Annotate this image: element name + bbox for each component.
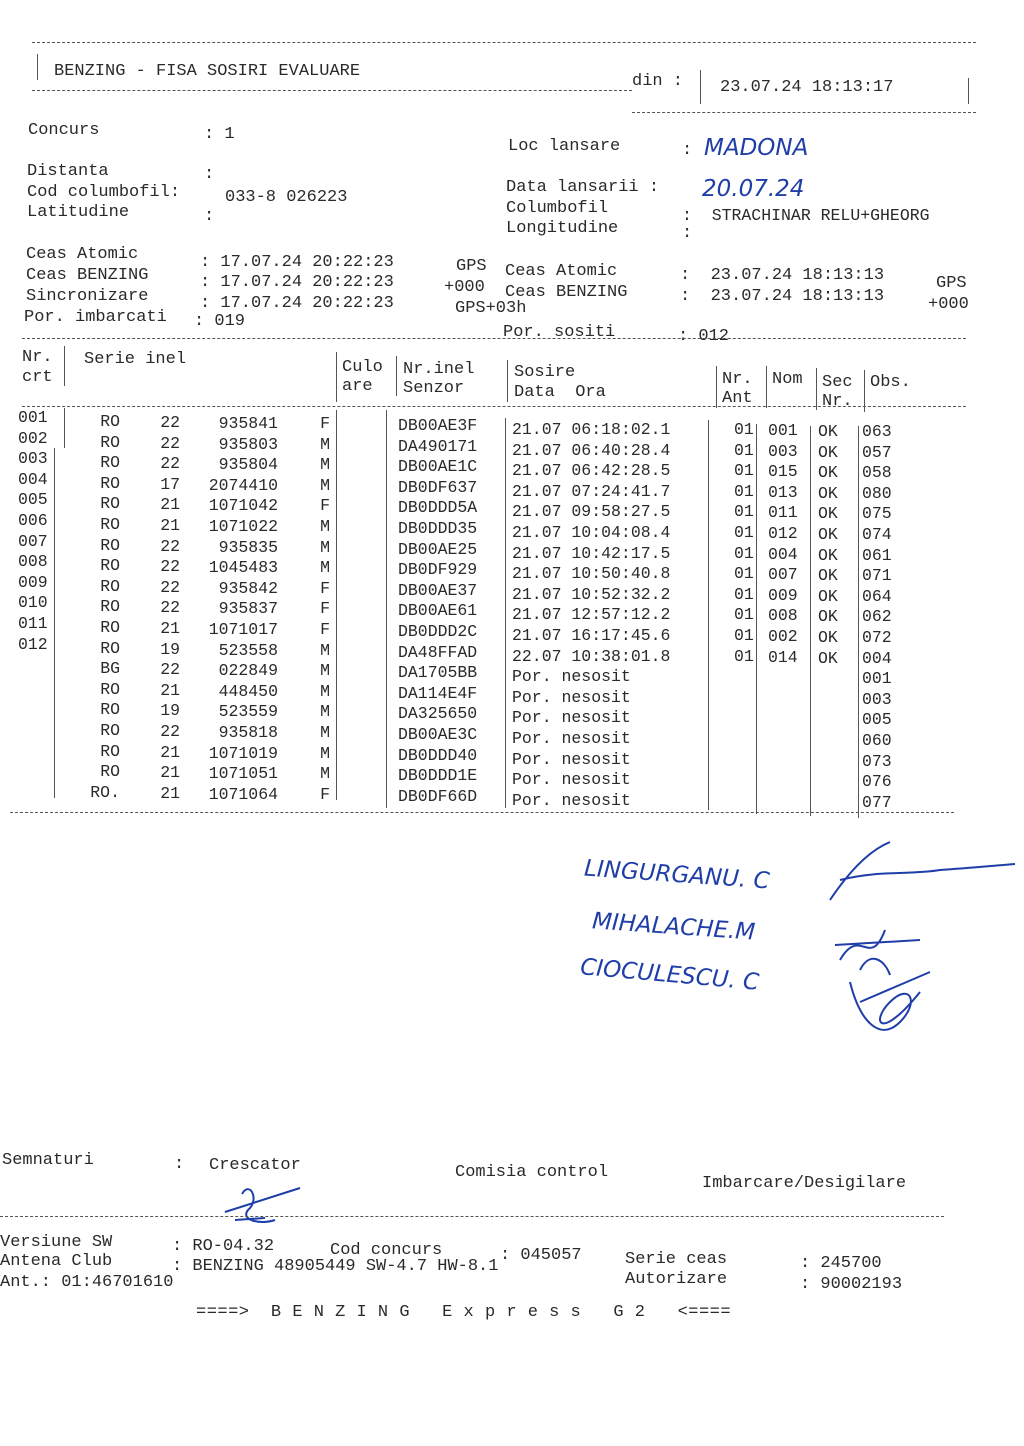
cod-concurs-value: : 045057 bbox=[500, 1246, 582, 1265]
semnaturi-label: Semnaturi bbox=[2, 1151, 94, 1170]
concurs-value: : 1 bbox=[204, 125, 235, 144]
cell-senzor: DB0DF637 bbox=[398, 477, 478, 497]
cell-inel: 022849 bbox=[218, 661, 278, 681]
cell-tara: RO bbox=[100, 412, 120, 431]
cell-tara: RO bbox=[100, 494, 120, 514]
th-sosire: Sosire Data Ora bbox=[514, 363, 606, 402]
cell-nr: 001 bbox=[18, 408, 48, 427]
ceas-benzing-right-suffix: +000 bbox=[928, 295, 969, 314]
cell-an: 22 bbox=[160, 536, 180, 556]
cell-an: 22 bbox=[160, 577, 180, 597]
col-bar-ant bbox=[716, 366, 717, 408]
cell-tara: RO bbox=[100, 721, 120, 740]
header-bottom-rule bbox=[632, 112, 976, 113]
cell-nom: 014 bbox=[768, 647, 798, 667]
cell-inel: 523559 bbox=[218, 702, 278, 722]
cell-tara: RO bbox=[100, 638, 120, 658]
cell-sosire: 21.07 12:57:12.2 bbox=[512, 605, 671, 625]
cell-senzor: DB0DDD35 bbox=[398, 519, 478, 538]
cell-sec: OK bbox=[818, 504, 838, 524]
cod-concurs-label: Cod concurs bbox=[330, 1241, 443, 1260]
cell-inel: 935837 bbox=[218, 599, 278, 619]
page-title: BENZING - FISA SOSIRI EVALUARE bbox=[54, 62, 361, 81]
columbofil-label: Columbofil bbox=[506, 199, 609, 218]
cell-inel: 1071022 bbox=[208, 517, 278, 536]
cell-sosire: Por. nesosit bbox=[512, 687, 631, 707]
cell-inel: 935804 bbox=[218, 455, 278, 475]
cell-tara: RO bbox=[100, 597, 120, 617]
cell-sex: M bbox=[320, 723, 330, 742]
latitudine-sep: : bbox=[204, 207, 215, 226]
cell-tara: RO bbox=[100, 432, 120, 452]
cell-senzor: DB00AE25 bbox=[398, 539, 478, 559]
cell-sex: M bbox=[320, 558, 330, 578]
cell-sec: OK bbox=[818, 545, 838, 565]
cell-sex: M bbox=[320, 537, 330, 557]
col-bar-senzor bbox=[396, 356, 397, 396]
cell-obs: 005 bbox=[862, 710, 892, 730]
cell-an: 17 bbox=[160, 474, 180, 494]
ceas-atomic-label: Ceas Atomic bbox=[26, 245, 139, 264]
cell-an: 21 bbox=[160, 495, 180, 515]
cell-nr: 006 bbox=[18, 511, 48, 530]
ceas-benzing-right-label: Ceas BENZING bbox=[505, 283, 628, 302]
ceas-atomic-value: : 17.07.24 20:22:23 bbox=[200, 253, 394, 272]
versiune-sw-label: Versiune SW bbox=[0, 1233, 113, 1252]
autorizare-value: : 90002193 bbox=[800, 1275, 903, 1294]
cell-sec: OK bbox=[818, 607, 838, 627]
cell-nr: 004 bbox=[18, 469, 48, 489]
col-bar-sec bbox=[816, 368, 817, 410]
handwritten-name-3: CIOCULESCU. C bbox=[579, 954, 761, 996]
cell-obs: 077 bbox=[862, 792, 892, 812]
cell-tara: RO bbox=[100, 453, 120, 473]
cell-an: 21 bbox=[160, 763, 180, 783]
cell-sosire: 21.07 16:17:45.6 bbox=[512, 626, 671, 645]
cell-inel: 1071051 bbox=[208, 764, 278, 784]
th-nr-ant: Nr. Ant bbox=[722, 370, 753, 408]
cell-sex: F bbox=[320, 578, 330, 598]
col-bar-obs-body bbox=[858, 426, 859, 818]
cell-sec: OK bbox=[818, 463, 838, 483]
cell-tara: RO bbox=[100, 556, 120, 576]
ceas-benzing-suffix: +000 bbox=[444, 278, 485, 297]
col-bar-senzor-body bbox=[386, 410, 387, 808]
th-serie-inel: Serie inel bbox=[84, 350, 187, 369]
cell-obs: 001 bbox=[862, 669, 892, 689]
din-label: din : bbox=[632, 72, 684, 91]
cell-obs: 060 bbox=[862, 731, 892, 750]
cell-obs: 080 bbox=[862, 483, 892, 503]
th-sec-nr: Sec Nr. bbox=[822, 373, 853, 411]
crescator-signature bbox=[220, 1180, 320, 1230]
cell-nr: 003 bbox=[18, 449, 48, 469]
cell-an: 22 bbox=[160, 454, 180, 474]
cell-sex: M bbox=[320, 517, 330, 536]
por-imbarcati-label: Por. imbarcati bbox=[24, 308, 167, 327]
table-bottom-rule bbox=[10, 812, 954, 813]
cell-senzor: DB00AE3C bbox=[398, 725, 478, 744]
cell-obs: 075 bbox=[862, 504, 892, 524]
cell-senzor: DB00AE1C bbox=[398, 457, 478, 477]
cell-sosire: Por. nesosit bbox=[512, 708, 631, 728]
cell-obs: 061 bbox=[862, 545, 892, 565]
cell-nom: 001 bbox=[768, 421, 798, 440]
ceas-atomic-right-value: : 23.07.24 18:13:13 bbox=[680, 266, 885, 285]
cell-inel: 935803 bbox=[218, 434, 278, 454]
cell-an: 21 bbox=[160, 742, 180, 762]
cell-sosire: 21.07 10:42:17.5 bbox=[512, 543, 671, 563]
cell-tara: RO bbox=[100, 515, 120, 534]
por-imbarcati-value: : 019 bbox=[194, 312, 246, 331]
crescator-label: Crescator bbox=[209, 1156, 301, 1175]
latitudine-label: Latitudine bbox=[27, 203, 130, 222]
cod-columbofil-value: 033-8 026223 bbox=[225, 188, 348, 207]
cell-obs: 071 bbox=[862, 566, 892, 586]
cell-tara: RO bbox=[100, 618, 120, 637]
cell-senzor: DA48FFAD bbox=[398, 642, 478, 662]
cell-ant: 01 bbox=[734, 481, 754, 501]
data-lansarii-label: Data lansarii : bbox=[506, 178, 660, 197]
cell-sex: F bbox=[320, 496, 330, 516]
cell-tara: RO bbox=[100, 741, 120, 761]
cell-sec: OK bbox=[818, 566, 838, 586]
versiune-sw-value: : RO-04.32 bbox=[172, 1237, 275, 1256]
cell-nr: 007 bbox=[18, 531, 48, 551]
cell-sex: F bbox=[320, 784, 330, 804]
cell-sec: OK bbox=[818, 442, 838, 462]
ceas-benzing-right-value: : 23.07.24 18:13:13 bbox=[680, 287, 885, 306]
ant-line: Ant.: 01:46701610 bbox=[0, 1273, 174, 1292]
cell-senzor: DB0DDD40 bbox=[398, 745, 478, 765]
cell-nom: 003 bbox=[768, 441, 798, 461]
cell-sex: M bbox=[320, 702, 330, 722]
cell-sex: F bbox=[320, 620, 330, 639]
cell-an: 22 bbox=[160, 660, 180, 680]
concurs-label: Concurs bbox=[28, 121, 100, 140]
cell-ant: 01 bbox=[734, 543, 754, 563]
cod-columbofil-label: Cod columbofil: bbox=[27, 183, 181, 202]
cell-nom: 012 bbox=[768, 524, 798, 543]
cell-sosire: Por. nesosit bbox=[512, 749, 631, 769]
cell-an: 22 bbox=[160, 557, 180, 577]
cell-nom: 009 bbox=[768, 585, 798, 605]
cell-sex: F bbox=[320, 414, 330, 433]
comisia-control-label: Comisia control bbox=[455, 1163, 609, 1182]
cell-inel: 1071017 bbox=[208, 620, 278, 639]
cell-tara: RO bbox=[100, 576, 120, 596]
cell-sec: OK bbox=[818, 525, 838, 544]
benzing-express-line: ====> B E N Z I N G E x p r e s s G 2 <==== bbox=[196, 1303, 732, 1322]
cell-senzor: DB0DF66D bbox=[398, 786, 478, 806]
cell-sosire: 21.07 06:18:02.1 bbox=[512, 420, 671, 439]
cell-senzor: DB0DDD2C bbox=[398, 622, 478, 641]
cell-nom: 002 bbox=[768, 627, 798, 646]
cell-sex: M bbox=[320, 640, 330, 660]
imbarcare-desigilare-label: Imbarcare/Desigilare bbox=[702, 1174, 907, 1193]
cell-senzor: DB0DF929 bbox=[398, 560, 478, 580]
cell-obs: 076 bbox=[862, 772, 892, 792]
cell-obs: 003 bbox=[862, 689, 892, 709]
cell-nr: 011 bbox=[18, 614, 48, 633]
cell-nom: 007 bbox=[768, 565, 798, 585]
semnaturi-sep: : bbox=[174, 1155, 185, 1174]
cell-sec: OK bbox=[818, 648, 838, 668]
cell-sosire: 21.07 06:40:28.4 bbox=[512, 440, 671, 460]
ceas-atomic-right-label: Ceas Atomic bbox=[505, 262, 618, 281]
cell-obs: 062 bbox=[862, 607, 892, 627]
longitudine-label: Longitudine bbox=[506, 219, 619, 238]
header-right-bar bbox=[968, 78, 969, 104]
cell-ant: 01 bbox=[734, 440, 754, 460]
cell-nom: 015 bbox=[768, 462, 798, 482]
handwritten-name-2: MIHALACHE.M bbox=[591, 908, 756, 946]
cell-nr: 008 bbox=[18, 552, 48, 572]
cell-sex: M bbox=[320, 681, 330, 701]
cell-senzor: DB00AE37 bbox=[398, 580, 478, 600]
cell-senzor: DB00AE61 bbox=[398, 601, 478, 621]
cell-tara: BG bbox=[100, 659, 120, 679]
distanta-label: Distanta bbox=[27, 162, 109, 181]
cell-tara: RO bbox=[100, 535, 120, 555]
header-left-bar bbox=[37, 54, 38, 80]
col-bar-obs bbox=[864, 370, 865, 412]
col-bar-nr bbox=[64, 346, 65, 386]
cell-sosire: Por. nesosit bbox=[512, 667, 631, 687]
antena-club-label: Antena Club bbox=[0, 1252, 113, 1271]
loc-lansare-handwritten: MADONA bbox=[704, 135, 809, 161]
loc-lansare-label: Loc lansare bbox=[508, 137, 621, 156]
cell-ant: 01 bbox=[734, 584, 754, 604]
header-top-rule bbox=[32, 42, 976, 43]
cell-ant: 01 bbox=[734, 502, 754, 522]
cell-sosire: Por. nesosit bbox=[512, 790, 631, 810]
cell-ant: 01 bbox=[734, 564, 754, 584]
cell-obs: 072 bbox=[862, 628, 892, 647]
table-top-rule bbox=[22, 338, 966, 339]
cell-an: 21 bbox=[160, 680, 180, 700]
cell-sosire: Por. nesosit bbox=[512, 770, 631, 790]
cell-nr: 005 bbox=[18, 490, 48, 510]
por-sositi-label: Por. sositi bbox=[503, 323, 616, 342]
columbofil-value: : STRACHINAR RELU+GHEORG bbox=[682, 206, 930, 225]
cell-obs: 063 bbox=[862, 422, 892, 441]
cell-an: 22 bbox=[160, 722, 180, 741]
autorizare-label: Autorizare bbox=[625, 1270, 728, 1289]
cell-inel: 1071064 bbox=[208, 784, 278, 804]
cell-inel: 1071019 bbox=[208, 743, 278, 763]
cell-ant: 01 bbox=[734, 461, 754, 481]
cell-ant: 01 bbox=[734, 646, 754, 666]
sincronizare-suffix: GPS+03h bbox=[455, 299, 527, 318]
serie-ceas-label: Serie ceas bbox=[625, 1250, 728, 1269]
longitudine-sep: : bbox=[682, 224, 693, 243]
col-bar-nr-body bbox=[64, 408, 65, 448]
cell-an: 22 bbox=[160, 413, 180, 432]
cell-sec: OK bbox=[818, 422, 838, 441]
cell-sosire: 21.07 09:58:27.5 bbox=[512, 502, 671, 522]
cell-inel: 935841 bbox=[218, 414, 278, 433]
distanta-sep: : bbox=[204, 165, 215, 184]
cell-senzor: DA490171 bbox=[398, 436, 478, 456]
signature-scribble-3 bbox=[840, 962, 950, 1052]
cell-ant: 01 bbox=[734, 626, 754, 645]
cell-nr: 002 bbox=[18, 428, 48, 448]
cell-senzor: DB0DDD1E bbox=[398, 766, 478, 786]
th-nr-crt: Nr. crt bbox=[22, 348, 53, 387]
col-bar-nom bbox=[766, 366, 767, 408]
cell-sex: M bbox=[320, 455, 330, 475]
cell-sec: OK bbox=[818, 628, 838, 647]
col-bar-sosire bbox=[507, 360, 508, 402]
col-bar-sec-body bbox=[810, 426, 811, 816]
cell-sex: M bbox=[320, 661, 330, 681]
header-mid-rule bbox=[32, 90, 632, 91]
loc-lansare-sep: : bbox=[682, 141, 693, 160]
cell-sosire: 21.07 10:50:40.8 bbox=[512, 564, 671, 584]
cell-obs: 004 bbox=[862, 648, 892, 668]
cell-nom: 008 bbox=[768, 606, 798, 626]
cell-nr: 010 bbox=[18, 593, 48, 613]
sincronizare-label: Sincronizare bbox=[26, 287, 149, 306]
sincronizare-value: : 17.07.24 20:22:23 bbox=[200, 294, 394, 313]
cell-inel: 1045483 bbox=[208, 558, 278, 578]
cell-ant: 01 bbox=[734, 523, 754, 542]
cell-nr: 009 bbox=[18, 572, 48, 592]
cell-inel: 2074410 bbox=[208, 475, 278, 495]
cell-an: 22 bbox=[160, 433, 180, 453]
footer-rule bbox=[0, 1216, 944, 1217]
cell-obs: 057 bbox=[862, 442, 892, 462]
cell-nr: 012 bbox=[18, 634, 48, 654]
cell-nom: 004 bbox=[768, 544, 798, 564]
cell-an: 21 bbox=[160, 516, 180, 535]
cell-obs: 073 bbox=[862, 751, 892, 771]
cell-ant: 01 bbox=[734, 605, 754, 625]
col-bar-culoare bbox=[336, 352, 337, 402]
col-bar-culoare-body bbox=[336, 410, 337, 800]
th-culoare: Culo are bbox=[342, 358, 383, 396]
cell-tara: RO bbox=[100, 700, 120, 720]
cell-sosire: 21.07 07:24:41.7 bbox=[512, 481, 671, 501]
ceas-benzing-value: : 17.07.24 20:22:23 bbox=[200, 273, 394, 292]
cell-ant: 01 bbox=[734, 420, 754, 439]
cell-tara: RO bbox=[100, 762, 120, 782]
header-sep-bar bbox=[700, 70, 701, 104]
cell-nom: 013 bbox=[768, 482, 798, 502]
cell-sosire: Por. nesosit bbox=[512, 729, 631, 748]
cell-an: 19 bbox=[160, 639, 180, 659]
col-bar-sosire-body bbox=[505, 418, 506, 808]
cell-inel: 523558 bbox=[218, 640, 278, 660]
cell-nom: 011 bbox=[768, 503, 798, 523]
cell-tara: RO bbox=[100, 679, 120, 699]
cell-sex: M bbox=[320, 743, 330, 763]
cell-sex: M bbox=[320, 764, 330, 784]
cell-sosire: 21.07 06:42:28.5 bbox=[512, 461, 671, 481]
cell-inel: 448450 bbox=[218, 681, 278, 701]
cell-sex: M bbox=[320, 475, 330, 495]
ceas-benzing-label: Ceas BENZING bbox=[26, 266, 149, 285]
cell-an: 19 bbox=[160, 701, 180, 721]
cell-an: 22 bbox=[160, 598, 180, 618]
cell-senzor: DB0DDD5A bbox=[398, 498, 478, 518]
cell-sosire: 21.07 10:04:08.4 bbox=[512, 523, 671, 542]
cell-obs: 074 bbox=[862, 525, 892, 544]
handwritten-name-1: LINGURGANU. C bbox=[583, 855, 771, 895]
cell-sex: F bbox=[320, 599, 330, 619]
cell-senzor: DA1705BB bbox=[398, 663, 478, 683]
serie-ceas-value: : 245700 bbox=[800, 1254, 882, 1273]
cell-senzor: DA114E4F bbox=[398, 683, 478, 703]
cell-an: 21 bbox=[160, 783, 180, 803]
th-nr-inel-senzor: Nr.inel Senzor bbox=[403, 360, 475, 398]
ceas-atomic-right-suffix: GPS bbox=[936, 274, 967, 293]
th-obs: Obs. bbox=[870, 373, 911, 392]
cell-sec: OK bbox=[818, 483, 838, 503]
cell-obs: 058 bbox=[862, 463, 892, 483]
cell-inel: 935835 bbox=[218, 537, 278, 557]
cell-senzor: DA325650 bbox=[398, 704, 478, 724]
signature-scribble-1 bbox=[820, 830, 1020, 910]
cell-sosire: 21.07 10:52:32.2 bbox=[512, 584, 671, 604]
cell-senzor: DB00AE3F bbox=[398, 416, 478, 435]
cell-inel: 935818 bbox=[218, 723, 278, 742]
data-lansarii-handwritten: 20.07.24 bbox=[702, 176, 805, 202]
th-nom: Nom bbox=[772, 370, 803, 389]
cell-sosire: 22.07 10:38:01.8 bbox=[512, 646, 671, 666]
cell-inel: 935842 bbox=[218, 578, 278, 598]
por-sositi-value: : 012 bbox=[678, 327, 730, 346]
din-value: 23.07.24 18:13:17 bbox=[720, 78, 894, 97]
cell-sec: OK bbox=[818, 586, 838, 606]
antena-club-value: : BENZING 48905449 SW-4.7 HW-8.1 bbox=[172, 1257, 499, 1276]
cell-inel: 1071042 bbox=[208, 496, 278, 516]
cell-sex: M bbox=[320, 434, 330, 454]
cell-obs: 064 bbox=[862, 586, 892, 606]
cell-an: 21 bbox=[160, 619, 180, 638]
ceas-atomic-suffix: GPS bbox=[456, 257, 487, 276]
cell-tara: RO bbox=[100, 473, 120, 493]
cell-tara: RO. bbox=[90, 782, 120, 802]
